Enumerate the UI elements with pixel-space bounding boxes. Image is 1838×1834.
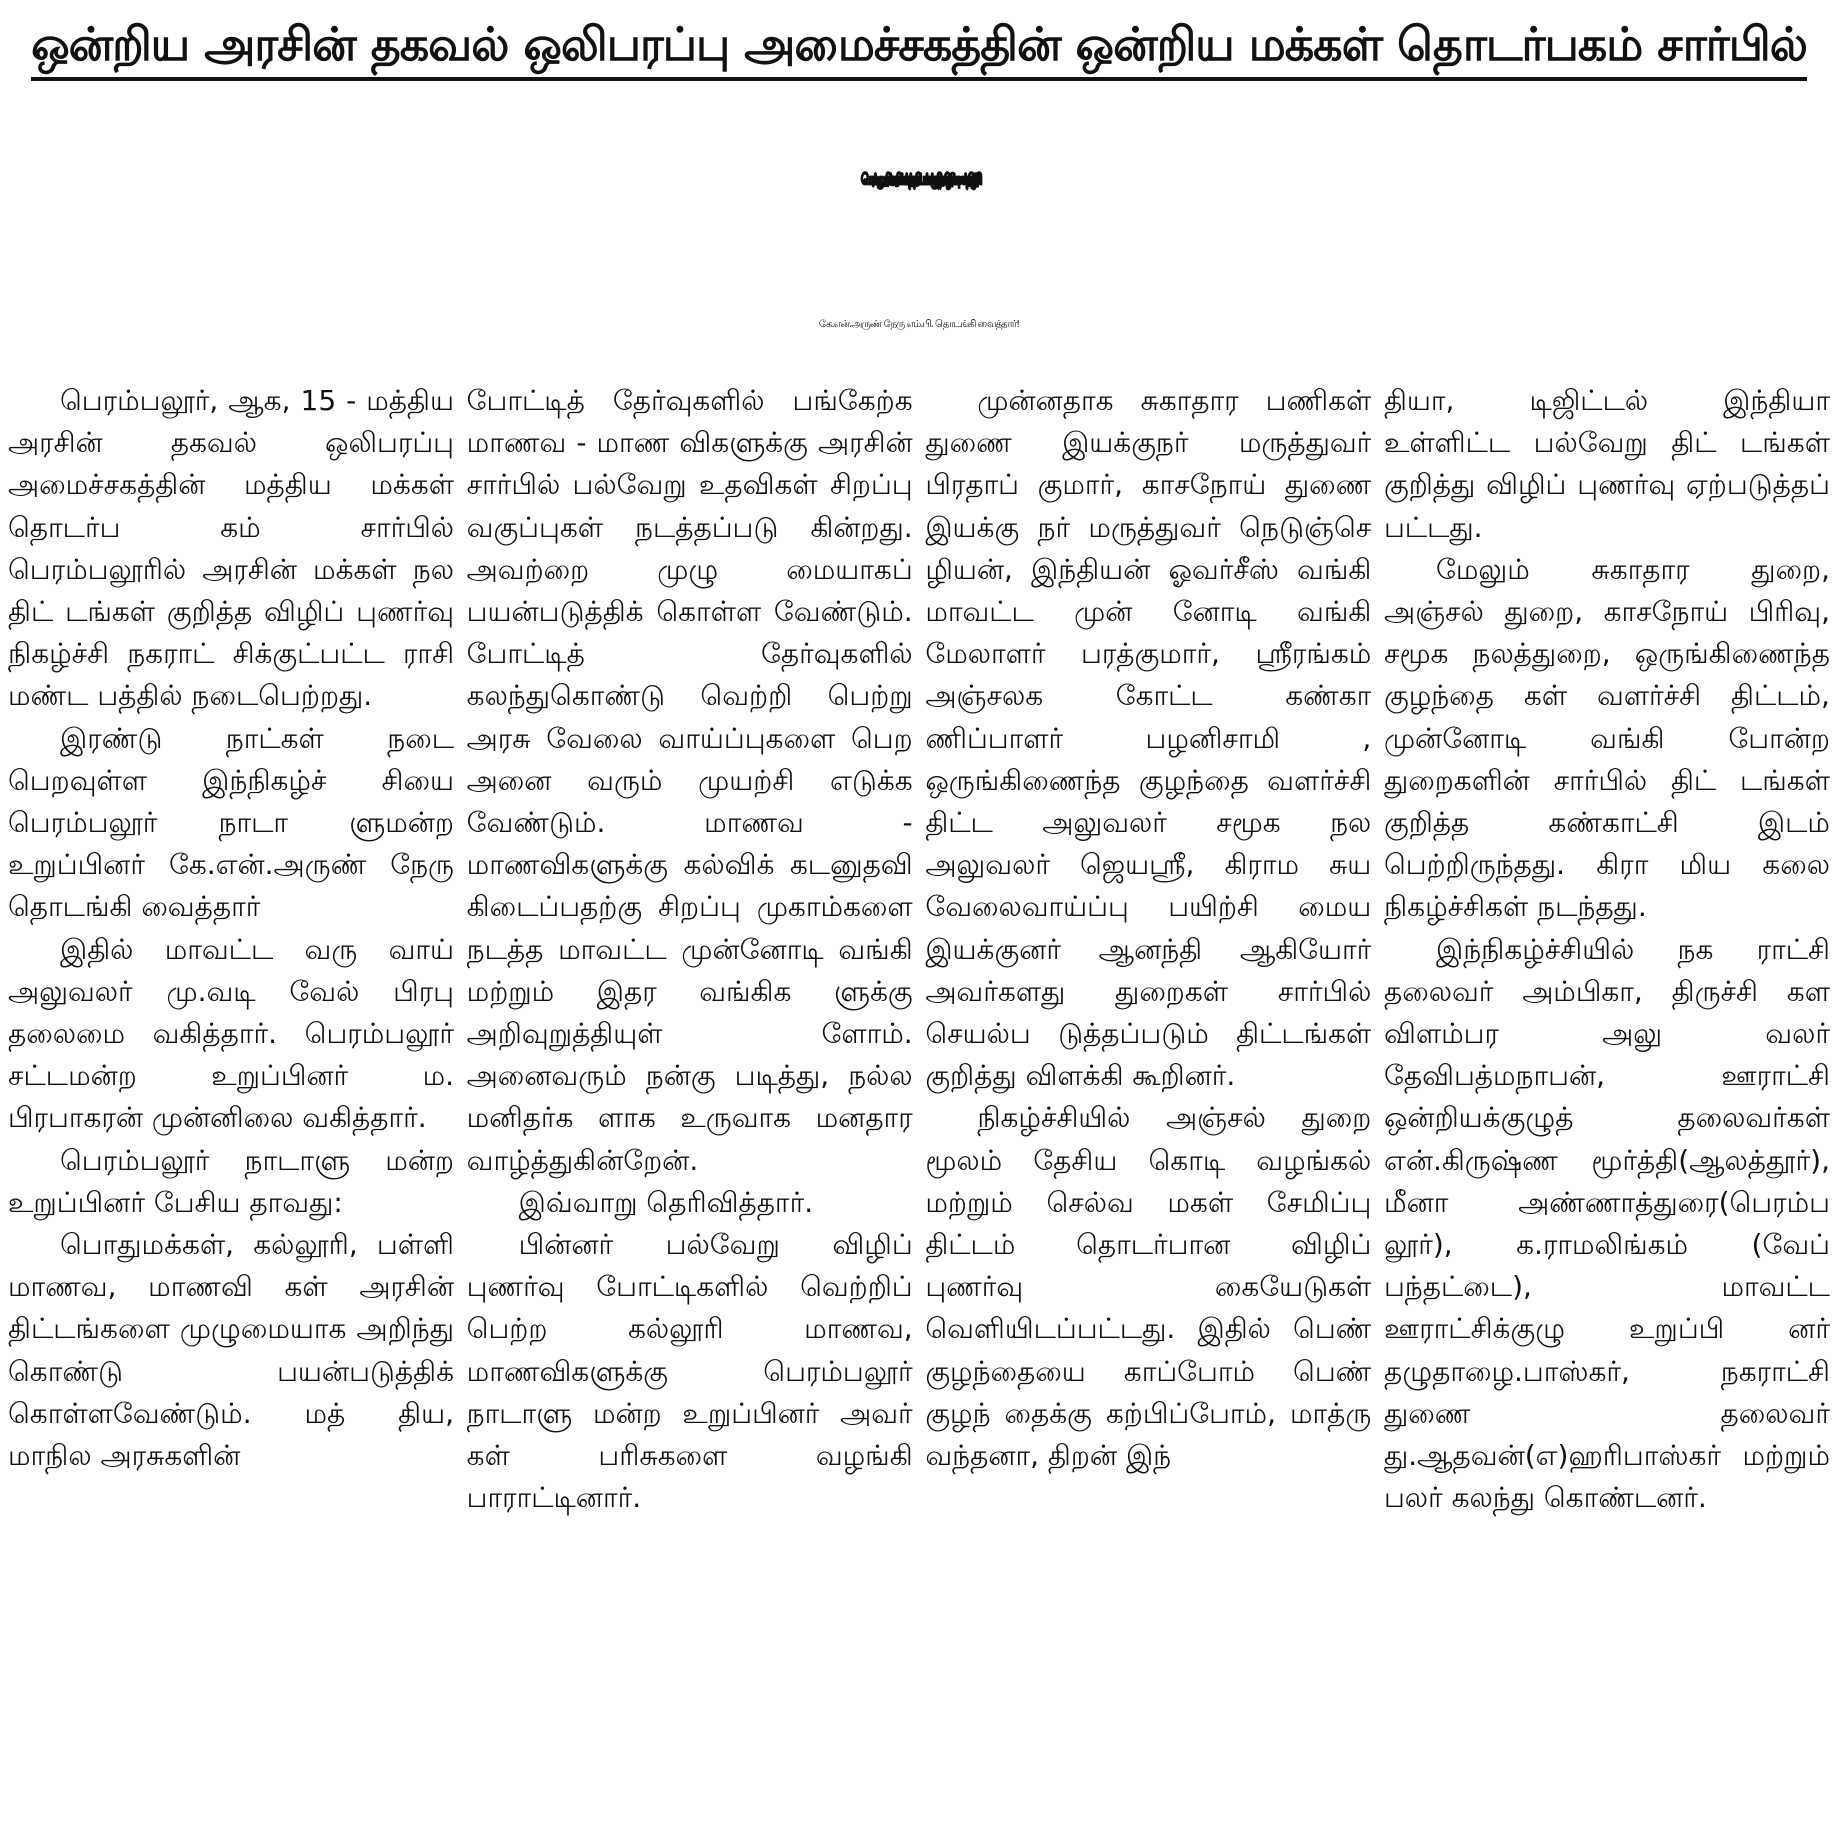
paragraph: நிகழ்ச்சியில் அஞ்சல் துறை மூலம் தேசிய கொடி வழங்கல் மற்றும் செல்வ மகள் சேமிப்பு திட்டம் தொடர்பான விழிப் புணர்வு கையேடுகள் வெளியிடப்பட்டது. இதில் பெண் குழந்தையை காப்போம் பெண் குழந் தைக்கு கற்பிப்போம், மாத்ரு வந்தனா, திறன் இந் (925, 1101, 1372, 1473)
paragraph: பெரம்பலூர், ஆக, 15 - மத்திய அரசின் தகவல் ஒலிபரப்பு அமைச்சகத்தின் மத்திய மக்கள் தொடர்ப கம் சார்பில் பெரம்பலூரில் அரசின் மக்கள் நல திட் டங்கள் குறித்த விழிப் புணர்வு நிகழ்ச்சி நகராட் சிக்குட்பட்ட ராசி மண்ட பத்தில் நடைபெற்றது. (8, 384, 454, 713)
paragraph: தியா, டிஜிட்டல் இந்தியா உள்ளிட்ட பல்வேறு திட் டங்கள் குறித்து விழிப் புணர்வு ஏற்படுத்தப் பட்டது. (1383, 384, 1830, 544)
article-body (8, 380, 1830, 1832)
paragraph: முன்னதாக சுகாதார பணிகள் துணை இயக்குநர் மருத்துவர் பிரதாப் குமார், காசநோய் துணை இயக்கு நர் மருத்துவர் நெடுஞ்செ ழியன், இந்தியன் ஓவர்சீஸ் வங்கி மாவட்ட முன் னோடி வங்கி மேலாளர் பரத்குமார், ஸ்ரீரங்கம் அஞ்சலக கோட்ட கண்கா ணிப்பாளர் பழனிசாமி , ஒருங்கிணைந்த குழந்தை வளர்ச்சி திட்ட அலுவலர் சமூக நல அலுவலர் ஜெயஸ்ரீ, கிராம சுய வேலைவாய்ப்பு பயிற்சி மைய இயக்குனர் ஆனந்தி ஆகியோர் அவர்களது துறைகள் சார்பில் செயல்ப டுத்தப்படும் திட்டங்கள் குறித்து விளக்கி கூறினர். (925, 384, 1372, 1093)
paragraph: இந்நிகழ்ச்சியில் நக ராட்சி தலைவர் அம்பிகா, திருச்சி கள விளம்பர அலு வலர் தேவிபத்மநாபன், ஊராட்சி ஒன்றியக்குழுத் தலைவர்கள் என்.கிருஷ்ண மூர்த்தி(ஆலத்தூர்), மீனா அண்ணாத்துரை(பெரம்ப லூர்), க.ராமலிங்கம் (வேப் பந்தட்டை), மாவட்ட ஊராட்சிக்குழு உறுப்பி னர் தழுதாழை.பாஸ்கர், நகராட்சி துணை தலைவர் து.ஆதவன்(எ)ஹரிபாஸ்கர் மற்றும் பலர் கலந்து கொண்டனர். (1383, 932, 1830, 1515)
kicker-text: ஒன்றிய அரசின் தகவல் ஒலிபரப்பு அமைச்சகத்தின் ஒன்றிய மக்கள் தொடர்பகம் சார்பில் (31, 11, 1807, 81)
article-headline: பெரம்பலூரில் அரசின் மக்கள் நலத் திட்டங்கள் குறித்த விழிப்புணர்வு நிகழ்ச்சி! (861, 172, 977, 189)
paragraph: பின்னர் பல்வேறு விழிப் புணர்வு போட்டிகளில் வெற்றிப் பெற்ற கல்லூரி மாணவ, மாணவிகளுக்கு பெரம்பலூர் நாடாளு மன்ற உறுப்பினர் அவர் கள் பரிசுகளை வழங்கி பாராட்டினார். (466, 1228, 913, 1515)
paragraph: இரண்டு நாட்கள் நடை பெறவுள்ள இந்நிகழ்ச் சியை பெரம்பலூர் நாடா ளுமன்ற உறுப்பினர் கே.என்.அருண் நேரு தொடங்கி வைத்தார் (8, 721, 454, 924)
paragraph: மேலும் சுகாதார துறை, அஞ்சல் துறை, காசநோய் பிரிவு, சமூக நலத்துறை, ஒருங்கிணைந்த குழந்தை கள் வளர்ச்சி திட்டம், முன்னோடி வங்கி போன்ற துறைகளின் சார்பில் திட் டங்கள் குறித்த கண்காட்சி இடம் பெற்றிருந்தது. கிரா மிய கலை நிகழ்ச்சிகள் நடந்தது. (1383, 552, 1830, 924)
paragraph: போட்டித் தேர்வுகளில் பங்கேற்க மாணவ - மாண விகளுக்கு அரசின் சார்பில் பல்வேறு உதவிகள் சிறப்பு வகுப்புகள் நடத்தப்படு கின்றது. அவற்றை முழு மையாகப் பயன்படுத்திக் கொள்ள வேண்டும். போட்டித் தேர்வுகளில் கலந்துகொண்டு வெற்றி பெற்று அரசு வேலை வாய்ப்புகளை பெற அனை வரும் முயற்சி எடுக்க வேண்டும். மாணவ - மாணவிகளுக்கு கல்விக் கடனுதவி கிடைப்பதற்கு சிறப்பு முகாம்களை நடத்த மாவட்ட முன்னோடி வங்கி மற்றும் இதர வங்கிக ளுக்கு அறிவுறுத்தியுள் ளோம். அனைவரும் நன்கு படித்து, நல்ல மனிதர்க ளாக உருவாக மனதார வாழ்த்துகின்றேன். (466, 384, 913, 1177)
paragraph: பொதுமக்கள், கல்லூரி, பள்ளி மாணவ, மாணவி கள் அரசின் திட்டங்களை முழுமையாக அறிந்து கொண்டு பயன்படுத்திக் கொள்ளவேண்டும். மத் திய, மாநில அரசுகளின் (8, 1228, 454, 1473)
article-subhead: கே.என்.அருண் நேரு எம்.பி. தொடங்கி வைத்தார்! (818, 319, 1020, 330)
paragraph: பெரம்பலூர் நாடாளு மன்ற உறுப்பினர் பேசிய தாவது: (8, 1143, 454, 1219)
body-column-2 (467, 380, 913, 1832)
paragraph: இதில் மாவட்ட வரு வாய் அலுவலர் மு.வடி வேல் பிரபு தலைமை வகித்தார். பெரம்பலூர் சட்டமன்ற உறுப்பினர் ம. பிரபாகரன் முன்னிலை வகித்தார். (8, 932, 454, 1135)
body-column-3 (925, 380, 1371, 1832)
paragraph: இவ்வாறு தெரிவித்தார். (518, 1185, 814, 1219)
body-column-4 (1384, 380, 1830, 1832)
body-column-1 (8, 380, 454, 1832)
